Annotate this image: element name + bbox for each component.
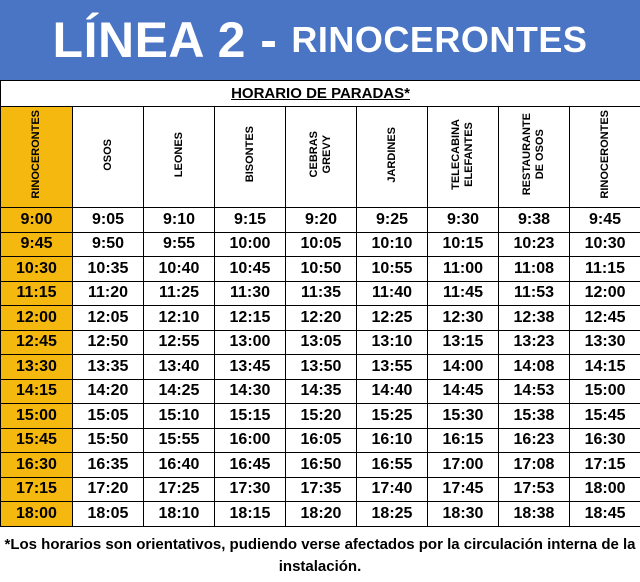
stop-time-cell: 17:53 [499, 477, 570, 502]
stop-time-cell: 17:20 [73, 477, 144, 502]
stop-time-cell: 14:35 [286, 379, 357, 404]
table-row [1, 330, 640, 355]
stop-time-cell: 12:15 [215, 306, 286, 331]
stop-time-cell: 13:30 [570, 330, 640, 355]
stop-name: RESTAURANTE DE OSOS [521, 113, 546, 196]
stop-time-cell: 11:40 [357, 281, 428, 306]
table-row [1, 208, 640, 233]
stop-time-cell: 12:25 [357, 306, 428, 331]
stop-time-cell: 9:25 [357, 208, 428, 233]
stop-time-cell: 12:45 [570, 306, 640, 331]
stop-time-cell: 18:25 [357, 502, 428, 527]
stop-time-cell: 10:15 [428, 232, 499, 257]
stop-time-cell: 17:00 [428, 453, 499, 478]
stop-header-0 [1, 107, 73, 208]
stop-time-cell: 15:05 [73, 404, 144, 429]
footnote-text: *Los horarios son orientativos, pudiendo verse afectados por la circulación interna de la instalación. [4, 536, 636, 575]
stop-time-cell: 17:40 [357, 477, 428, 502]
stop-time-cell: 15:10 [144, 404, 215, 429]
stop-time-cell: 15:15 [215, 404, 286, 429]
stop-time-cell: 10:05 [286, 232, 357, 257]
footnote [0, 530, 640, 582]
stop-time-cell: 17:30 [215, 477, 286, 502]
stop-time-cell: 14:40 [357, 379, 428, 404]
departure-time-cell: 10:30 [1, 257, 73, 282]
stop-header-3 [215, 107, 286, 208]
stop-time-cell: 17:15 [570, 453, 640, 478]
stop-time-cell: 11:30 [215, 281, 286, 306]
stop-time-cell: 9:55 [144, 232, 215, 257]
stop-time-cell: 9:38 [499, 208, 570, 233]
stop-time-cell: 15:55 [144, 428, 215, 453]
stop-time-cell: 15:50 [73, 428, 144, 453]
stop-time-cell: 16:30 [570, 428, 640, 453]
table-row [1, 257, 640, 282]
stop-header-4 [286, 107, 357, 208]
schedule-table [0, 80, 640, 527]
stop-header-8 [570, 107, 640, 208]
stop-name: RINOCERONTES [30, 110, 42, 199]
stop-name: OSOS [101, 138, 114, 171]
stop-time-cell: 16:40 [144, 453, 215, 478]
stop-header-1 [73, 107, 144, 208]
table-row [1, 355, 640, 380]
stop-header-2 [144, 107, 215, 208]
stop-time-cell: 11:25 [144, 281, 215, 306]
stop-name: CEBRAS GREVY [308, 131, 333, 178]
stop-time-cell: 10:45 [215, 257, 286, 282]
departure-time-cell: 17:15 [1, 477, 73, 502]
stop-time-cell: 16:55 [357, 453, 428, 478]
line-title: LÍNEA 2 - [52, 12, 278, 68]
departure-time-cell: 13:30 [1, 355, 73, 380]
stop-time-cell: 14:15 [570, 355, 640, 380]
stop-time-cell: 10:30 [570, 232, 640, 257]
stop-time-cell: 14:25 [144, 379, 215, 404]
table-row [1, 232, 640, 257]
stop-time-cell: 10:00 [215, 232, 286, 257]
table-row [1, 404, 640, 429]
departure-time-cell: 9:00 [1, 208, 73, 233]
stop-time-cell: 13:45 [215, 355, 286, 380]
stop-header-5 [357, 107, 428, 208]
stop-time-cell: 16:00 [215, 428, 286, 453]
stop-time-cell: 15:38 [499, 404, 570, 429]
stop-time-cell: 18:20 [286, 502, 357, 527]
stop-time-cell: 13:05 [286, 330, 357, 355]
table-row [1, 502, 640, 527]
stop-time-cell: 12:00 [570, 281, 640, 306]
stop-time-cell: 11:20 [73, 281, 144, 306]
departure-time-cell: 9:45 [1, 232, 73, 257]
stop-time-cell: 12:30 [428, 306, 499, 331]
stop-time-cell: 17:35 [286, 477, 357, 502]
stop-header-row [1, 107, 640, 208]
departure-time-cell: 14:15 [1, 379, 73, 404]
table-row [1, 477, 640, 502]
table-row [1, 453, 640, 478]
stop-time-cell: 11:53 [499, 281, 570, 306]
stop-time-cell: 18:10 [144, 502, 215, 527]
stop-time-cell: 9:45 [570, 208, 640, 233]
stop-time-cell: 9:10 [144, 208, 215, 233]
stop-time-cell: 14:45 [428, 379, 499, 404]
schedule-body [1, 208, 640, 527]
departure-time-cell: 15:00 [1, 404, 73, 429]
stop-time-cell: 16:05 [286, 428, 357, 453]
stop-time-cell: 12:20 [286, 306, 357, 331]
departure-time-cell: 12:00 [1, 306, 73, 331]
stop-name: TELECABINA ELEFANTES [450, 119, 475, 190]
stop-time-cell: 16:35 [73, 453, 144, 478]
stop-header-7 [499, 107, 570, 208]
stop-time-cell: 13:40 [144, 355, 215, 380]
stop-time-cell: 11:15 [570, 257, 640, 282]
stop-time-cell: 16:23 [499, 428, 570, 453]
stop-time-cell: 14:30 [215, 379, 286, 404]
stop-time-cell: 9:50 [73, 232, 144, 257]
stop-time-cell: 18:30 [428, 502, 499, 527]
stop-time-cell: 13:10 [357, 330, 428, 355]
stop-time-cell: 18:15 [215, 502, 286, 527]
stop-time-cell: 14:00 [428, 355, 499, 380]
stop-time-cell: 10:50 [286, 257, 357, 282]
stop-time-cell: 15:30 [428, 404, 499, 429]
stop-name: BISONTES [243, 126, 256, 183]
stop-name: JARDINES [385, 126, 398, 183]
stop-time-cell: 12:50 [73, 330, 144, 355]
table-row [1, 306, 640, 331]
stop-name: RINOCERONTES [598, 110, 611, 199]
stop-time-cell: 16:50 [286, 453, 357, 478]
stop-time-cell: 15:20 [286, 404, 357, 429]
stop-time-cell: 13:35 [73, 355, 144, 380]
stop-time-cell: 12:38 [499, 306, 570, 331]
stop-time-cell: 13:23 [499, 330, 570, 355]
table-row [1, 428, 640, 453]
stop-time-cell: 12:55 [144, 330, 215, 355]
stop-time-cell: 15:25 [357, 404, 428, 429]
stop-time-cell: 13:00 [215, 330, 286, 355]
stop-time-cell: 9:05 [73, 208, 144, 233]
line-name: RINOCERONTES [291, 19, 588, 60]
stop-time-cell: 14:08 [499, 355, 570, 380]
stop-time-cell: 17:25 [144, 477, 215, 502]
stop-time-cell: 11:08 [499, 257, 570, 282]
stop-time-cell: 9:30 [428, 208, 499, 233]
stop-time-cell: 12:05 [73, 306, 144, 331]
stop-time-cell: 10:55 [357, 257, 428, 282]
stop-time-cell: 13:50 [286, 355, 357, 380]
stop-time-cell: 11:35 [286, 281, 357, 306]
stop-time-cell: 18:38 [499, 502, 570, 527]
stop-time-cell: 14:20 [73, 379, 144, 404]
departure-time-cell: 11:15 [1, 281, 73, 306]
stop-time-cell: 18:05 [73, 502, 144, 527]
stop-time-cell: 10:23 [499, 232, 570, 257]
departure-time-cell: 15:45 [1, 428, 73, 453]
stop-header-6 [428, 107, 499, 208]
table-row [1, 281, 640, 306]
stop-time-cell: 10:40 [144, 257, 215, 282]
stop-time-cell: 16:15 [428, 428, 499, 453]
stop-name: LEONES [172, 131, 185, 178]
stop-time-cell: 15:00 [570, 379, 640, 404]
stop-time-cell: 12:10 [144, 306, 215, 331]
stop-time-cell: 18:00 [570, 477, 640, 502]
stop-time-cell: 16:45 [215, 453, 286, 478]
stop-time-cell: 13:15 [428, 330, 499, 355]
stop-time-cell: 18:45 [570, 502, 640, 527]
title-banner [0, 0, 640, 80]
stop-time-cell: 9:20 [286, 208, 357, 233]
stop-time-cell: 17:45 [428, 477, 499, 502]
stop-time-cell: 9:15 [215, 208, 286, 233]
stop-time-cell: 11:00 [428, 257, 499, 282]
departure-time-cell: 12:45 [1, 330, 73, 355]
table-row [1, 379, 640, 404]
stop-time-cell: 16:10 [357, 428, 428, 453]
stop-time-cell: 14:53 [499, 379, 570, 404]
stop-time-cell: 17:08 [499, 453, 570, 478]
departure-time-cell: 18:00 [1, 502, 73, 527]
stop-time-cell: 10:35 [73, 257, 144, 282]
table-subtitle: HORARIO DE PARADAS* [1, 81, 640, 107]
departure-time-cell: 16:30 [1, 453, 73, 478]
stop-time-cell: 13:55 [357, 355, 428, 380]
stop-time-cell: 10:10 [357, 232, 428, 257]
stop-time-cell: 15:45 [570, 404, 640, 429]
stop-time-cell: 11:45 [428, 281, 499, 306]
